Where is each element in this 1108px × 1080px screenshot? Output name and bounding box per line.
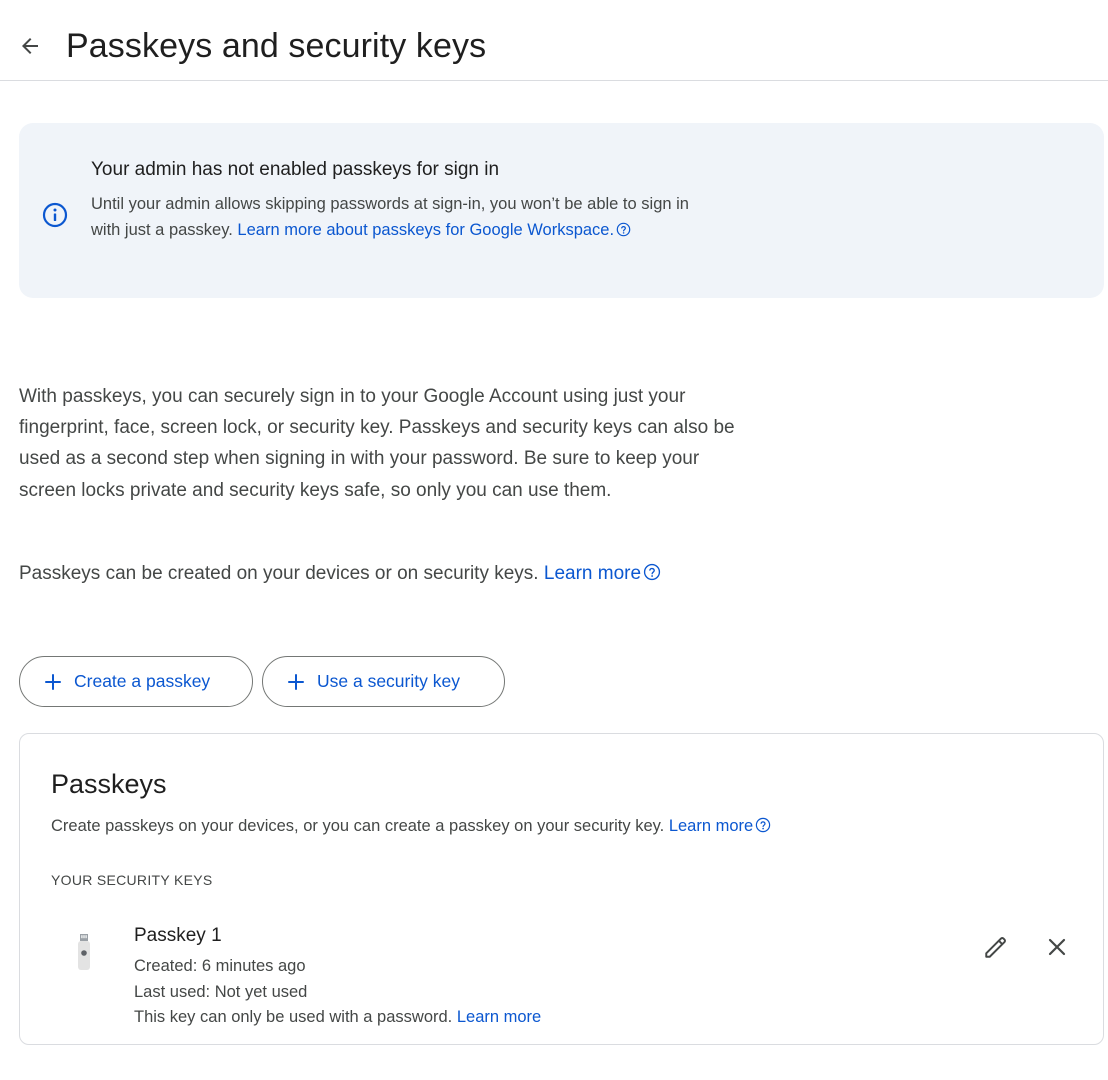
notice-title: Your admin has not enabled passkeys for sign in xyxy=(91,159,500,180)
learn-more-link[interactable] xyxy=(544,563,661,584)
notice-body-text: Until your admin allows skipping passwords at sign-in, you won’t be able to sign in with just a passkey. xyxy=(91,195,689,239)
help-circle-icon xyxy=(643,563,661,581)
usb-security-key-icon xyxy=(77,932,91,972)
help-circle-icon xyxy=(755,817,771,833)
learn-more-link-text: Learn more xyxy=(543,563,642,584)
intro-paragraph-2-text: Passkeys can be created on your devices or on security keys. xyxy=(19,563,544,584)
create-passkey-label: Create a passkey xyxy=(74,671,211,691)
info-icon xyxy=(41,201,69,229)
intro-paragraph: With passkeys, you can securely sign in to your Google Account using just your fingerprint, face, screen lock, or security key. Passkeys and security keys can also be used as a second step when signing in with your password. Be sure to keep your screen locks private and security keys safe, so only you can use them. xyxy=(19,386,735,501)
passkeys-learn-more-link[interactable] xyxy=(669,817,771,835)
passkeys-card-description xyxy=(51,814,1051,838)
passkeys-card xyxy=(19,733,1104,1045)
plus-icon xyxy=(287,673,305,691)
security-key-note xyxy=(134,1006,541,1028)
notice-link-text: Learn more about passkeys for Google Workspace. xyxy=(237,221,615,239)
security-key-name: Passkey 1 xyxy=(134,925,222,946)
admin-notice-banner xyxy=(19,123,1104,298)
help-circle-icon xyxy=(616,222,631,237)
edit-security-key-button[interactable] xyxy=(976,927,1016,967)
notice-body xyxy=(91,191,721,243)
security-key-learn-more-link[interactable]: Learn more xyxy=(456,1008,542,1026)
security-key-created: Created: 6 minutes ago xyxy=(134,957,306,975)
security-keys-section-label: YOUR SECURITY KEYS xyxy=(51,872,213,888)
security-key-note-text: This key can only be used with a password. xyxy=(134,1008,457,1026)
use-security-key-label: Use a security key xyxy=(317,671,460,691)
security-key-last-used: Last used: Not yet used xyxy=(134,983,308,1001)
create-passkey-button[interactable] xyxy=(19,656,253,707)
passkeys-learn-more-text: Learn more xyxy=(668,817,754,835)
learn-more-passkeys-workspace-link[interactable] xyxy=(237,221,631,239)
intro-paragraph-2 xyxy=(19,558,919,589)
page-title: Passkeys and security keys xyxy=(66,27,487,65)
close-icon xyxy=(1045,935,1069,959)
passkeys-card-description-text: Create passkeys on your devices, or you can create a passkey on your security key. xyxy=(51,817,669,835)
use-security-key-button[interactable] xyxy=(262,656,505,707)
page-header xyxy=(0,0,1108,81)
passkeys-card-title: Passkeys xyxy=(51,769,167,799)
back-button[interactable] xyxy=(14,30,46,62)
plus-icon xyxy=(44,673,62,691)
remove-security-key-button[interactable] xyxy=(1037,927,1077,967)
pencil-icon xyxy=(983,934,1009,960)
arrow-left-icon xyxy=(18,34,42,58)
